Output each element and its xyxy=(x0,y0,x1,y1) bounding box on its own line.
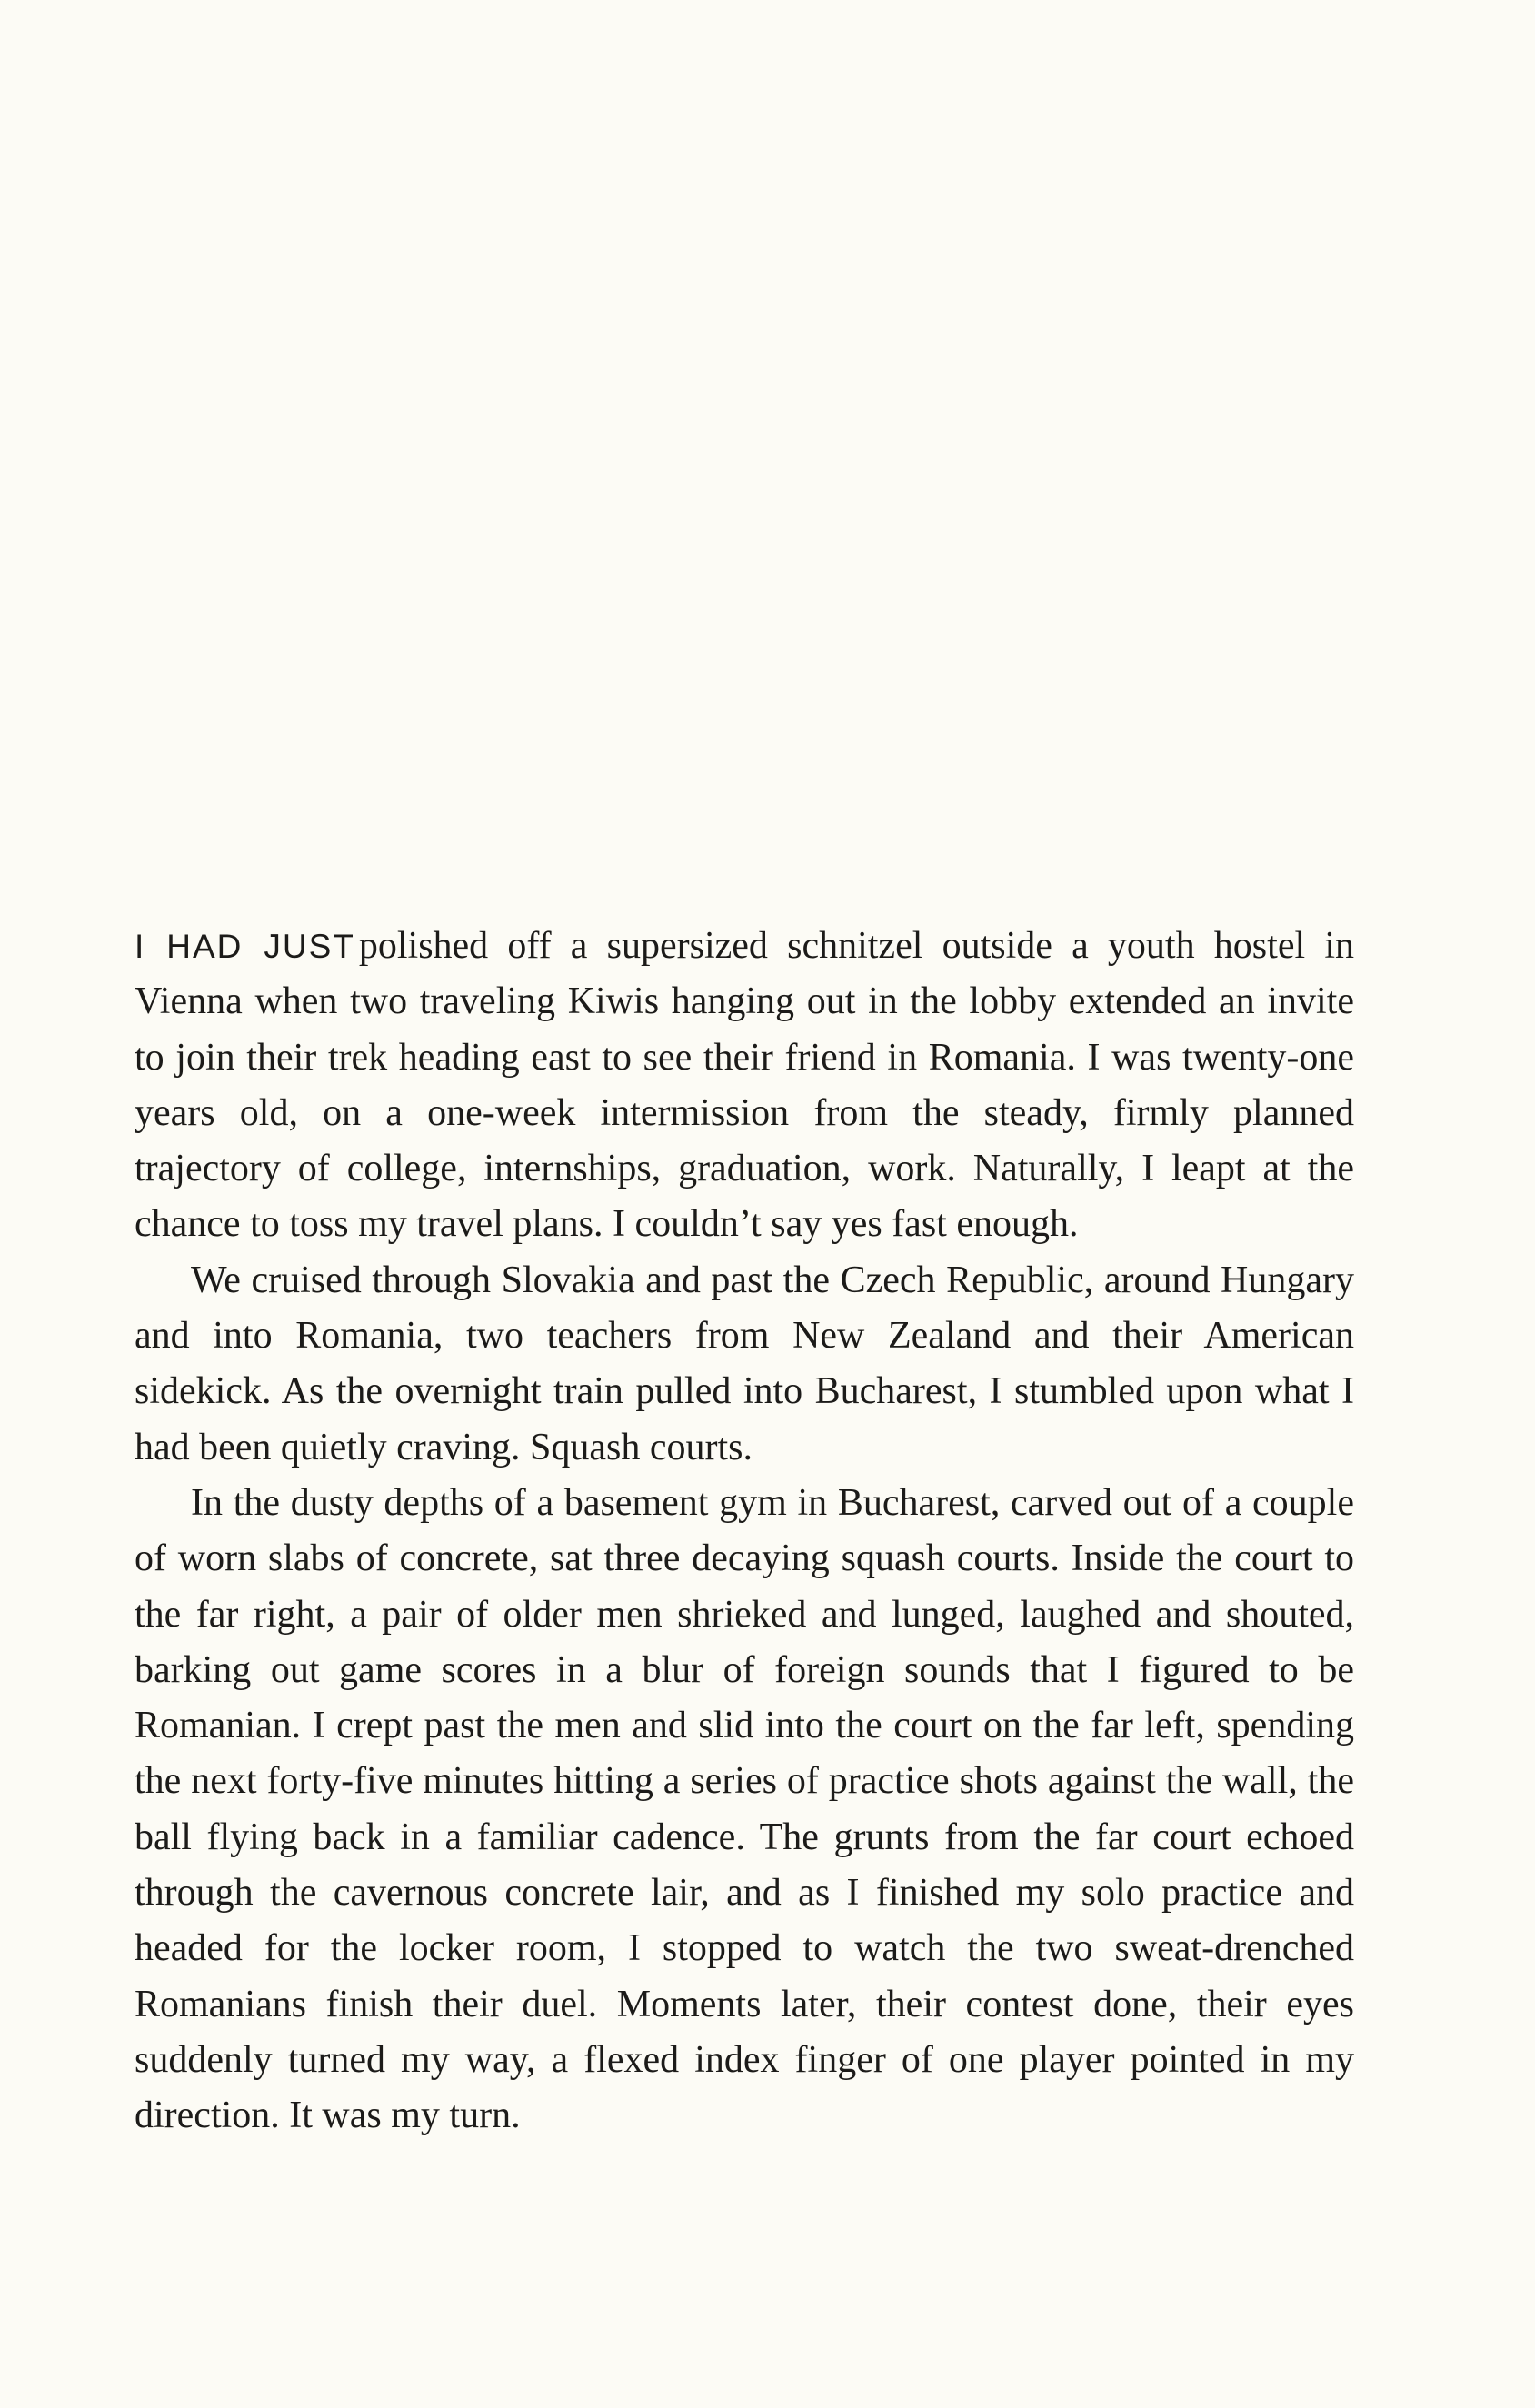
lead-in-small-caps: I HAD JUST xyxy=(135,928,355,965)
chapter-opening-text xyxy=(135,919,1354,2144)
paragraph-3: In the dusty depths of a basement gym in Bucharest, carved out of a couple of worn slabs of concrete, sat three decaying squash courts. Inside the court to the far right, a pair of older men shrieked and lunged, laughed and shouted, barking out game scores in a blur of foreign sounds that I figured to be Romanian. I crept past the men and slid into the court on the far left, spending the next forty-five minutes hitting a series of practice shots against the wall, the ball flying back in a familiar cadence. The grunts from the far court echoed through the cavernous concrete lair, and as I finished my solo practice and headed for the locker room, I stopped to watch the two sweat-drenched Romanians finish their duel. Moments later, their contest done, their eyes suddenly turned my way, a flexed index finger of one player pointed in my direction. It was my turn. xyxy=(135,1481,1354,2137)
paragraph-2: We cruised through Slovakia and past the Czech Republic, around Hungary and into Romania, two teachers from New Zealand and their American sidekick. As the overnight train pulled into Bucharest, I stumbled upon what I had been quietly craving. Squash courts. xyxy=(135,1259,1354,1468)
paragraph-1 xyxy=(135,919,1354,1253)
paragraph-1-text: polished off a supersized schnitzel outside a youth hostel in Vienna when two traveling Kiwis hanging out in the lobby extended an invite to join their trek heading east to see their friend in Romania. I was twenty-one years old, on a one-week intermission from the steady, firmly planned trajectory of college, internships, graduation, work. Naturally, I leapt at the chance to toss my travel plans. I couldn’t say yes fast enough. xyxy=(135,925,1354,1246)
